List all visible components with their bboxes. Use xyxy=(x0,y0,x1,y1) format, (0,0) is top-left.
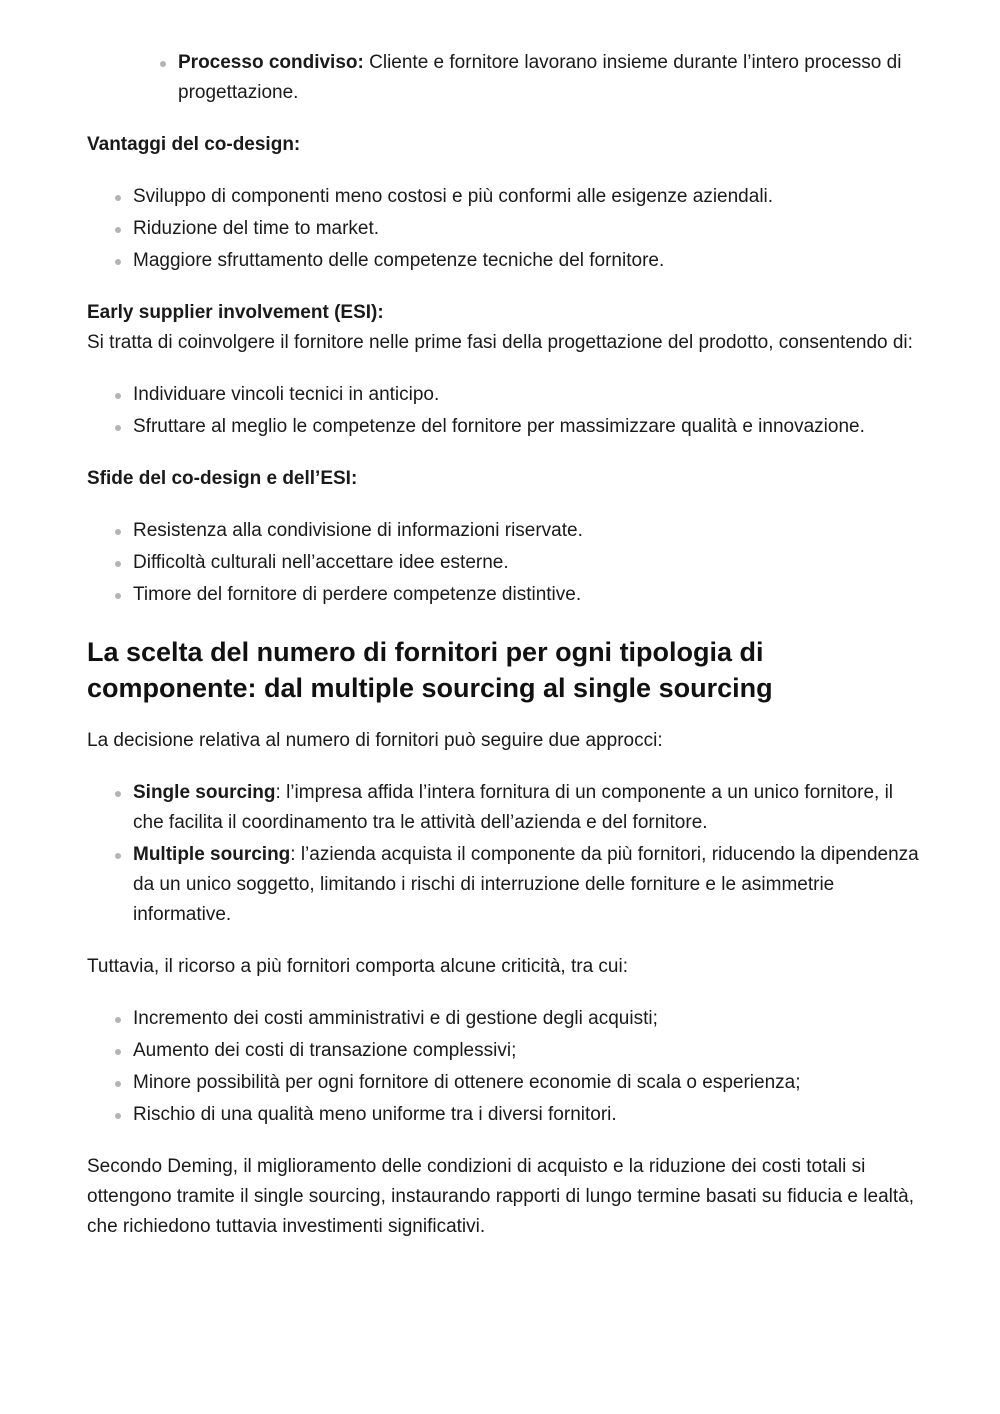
sourcing-approaches-list xyxy=(87,778,922,930)
vantaggi-list xyxy=(87,182,922,276)
conclusion-paragraph: Secondo Deming, il miglioramento delle condizioni di acquisto e la riduzione dei costi totali si ottengono tramite il single sourcing, instaurando rapporti di lungo termine basati su fiducia e lealtà, che richiedono tuttavia investimenti significativi. xyxy=(87,1156,914,1237)
list-item-term: Single sourcing xyxy=(133,782,276,803)
list-item: Aumento dei costi di transazione complessivi; xyxy=(87,1036,922,1066)
list-item-text: Cliente e fornitore lavorano insieme durante l’intero processo di progettazione. xyxy=(178,52,902,103)
list-item xyxy=(87,48,922,108)
list-item: Difficoltà culturali nell’accettare idee esterne. xyxy=(87,548,922,578)
esi-heading: Early supplier involvement (ESI): xyxy=(87,302,384,323)
list-item-text: : l’azienda acquista il componente da più fornitori, riducendo la dipendenza da un unico soggetto, limitando i rischi di interruzione delle forniture e le asimmetrie informative. xyxy=(133,844,919,925)
list-item: Individuare vincoli tecnici in anticipo. xyxy=(87,380,922,410)
processo-list xyxy=(87,48,922,108)
esi-intro: Si tratta di coinvolgere il fornitore nelle prime fasi della progettazione del prodotto, consentendo di: xyxy=(87,332,913,353)
list-item-text: : l’impresa affida l’intera fornitura di un componente a un unico fornitore, il che facilita il coordinamento tra le attività dell’azienda e del fornitore. xyxy=(133,782,894,833)
esi-list xyxy=(87,380,922,442)
list-item-term: Multiple sourcing xyxy=(133,844,291,865)
sfide-list xyxy=(87,516,922,610)
list-item-single-sourcing xyxy=(87,778,922,838)
list-item: Sfruttare al meglio le competenze del fornitore per massimizzare qualità e innovazione. xyxy=(87,412,922,442)
list-item: Riduzione del time to market. xyxy=(87,214,922,244)
section-title: La scelta del numero di fornitori per ogni tipologia di componente: dal multiple sourcing al single sourcing xyxy=(87,637,773,703)
list-item-term: Processo condiviso: xyxy=(178,52,364,73)
criticita-list xyxy=(87,1004,922,1130)
list-item: Minore possibilità per ogni fornitore di ottenere economie di scala o esperienza; xyxy=(87,1068,922,1098)
list-item: Maggiore sfruttamento delle competenze tecniche del fornitore. xyxy=(87,246,922,276)
sfide-heading: Sfide del co-design e dell’ESI: xyxy=(87,468,358,489)
list-item: Resistenza alla condivisione di informazioni riservate. xyxy=(87,516,922,546)
list-item: Timore del fornitore di perdere competenze distintive. xyxy=(87,580,922,610)
list-item: Sviluppo di componenti meno costosi e più conformi alle esigenze aziendali. xyxy=(87,182,922,212)
document-page xyxy=(87,0,922,1242)
section-intro: La decisione relativa al numero di fornitori può seguire due approcci: xyxy=(87,730,663,751)
list-item: Rischio di una qualità meno uniforme tra i diversi fornitori. xyxy=(87,1100,922,1130)
list-item: Incremento dei costi amministrativi e di gestione degli acquisti; xyxy=(87,1004,922,1034)
list-item-multiple-sourcing xyxy=(87,840,922,930)
vantaggi-heading: Vantaggi del co-design: xyxy=(87,134,301,155)
criticita-intro: Tuttavia, il ricorso a più fornitori comporta alcune criticità, tra cui: xyxy=(87,956,628,977)
